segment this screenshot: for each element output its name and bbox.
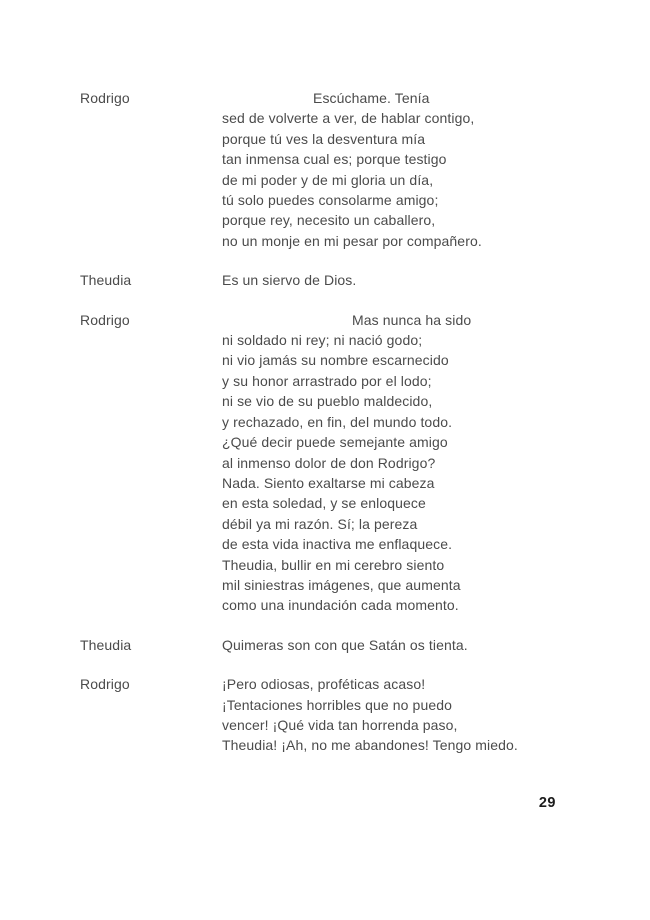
speaker-name: Theudia bbox=[80, 636, 132, 653]
speech-line: ¿Qué decir puede semejante amigo bbox=[222, 434, 448, 451]
speaker-name: Theudia bbox=[80, 272, 132, 289]
speech-line: Theudia, bullir en mi cerebro siento bbox=[222, 556, 445, 573]
speech-line: Theudia! ¡Ah, no me abandones! Tengo miedo. bbox=[222, 737, 518, 754]
speech-lines bbox=[222, 88, 590, 251]
speech-line: mil siniestras imágenes, que aumenta bbox=[222, 576, 461, 593]
speech-lines bbox=[222, 270, 590, 290]
speech-line: débil ya mi razón. Sí; la pereza bbox=[222, 515, 418, 532]
speech-line: al inmenso dolor de don Rodrigo? bbox=[222, 454, 436, 471]
speech-line: y rechazado, en fin, del mundo todo. bbox=[222, 413, 453, 430]
speech-line: ¡Pero odiosas, proféticas acaso! bbox=[222, 676, 426, 693]
speech-line: tan inmensa cual es; porque testigo bbox=[222, 151, 447, 168]
speech-line: Nada. Siento exaltarse mi cabeza bbox=[222, 474, 435, 491]
speech-line: de esta vida inactiva me enflaquece. bbox=[222, 536, 453, 553]
speech-line: Escúchame. Tenía bbox=[313, 90, 430, 106]
dialogue-blocks bbox=[80, 88, 590, 756]
speech-line: porque rey, necesito un caballero, bbox=[222, 212, 436, 229]
speaker-name: Rodrigo bbox=[80, 311, 130, 328]
dialogue-block bbox=[80, 270, 590, 290]
dialogue-block bbox=[80, 635, 590, 655]
speech-line: sed de volverte a ver, de hablar contigo, bbox=[222, 110, 475, 127]
speech-line: porque tú ves la desventura mía bbox=[222, 130, 426, 147]
speech-lines bbox=[222, 674, 590, 756]
speech-line: tú solo puedes consolarme amigo; bbox=[222, 192, 439, 209]
speech-lines bbox=[222, 635, 590, 655]
speech-line: ni vio jamás su nombre escarnecido bbox=[222, 352, 449, 369]
speech-line: como una inundación cada momento. bbox=[222, 597, 459, 614]
speech-line: ¡Tentaciones horribles que no puedo bbox=[222, 696, 452, 713]
dialogue-block bbox=[80, 88, 590, 251]
speech-line: Mas nunca ha sido bbox=[352, 311, 472, 328]
speaker-name: Rodrigo bbox=[80, 90, 130, 106]
page-number: 29 bbox=[538, 795, 556, 811]
speech-lines bbox=[222, 310, 590, 616]
speech-line: Quimeras son con que Satán os tienta. bbox=[222, 636, 468, 653]
dialogue-block bbox=[80, 674, 590, 756]
speech-line: y su honor arrastrado por el lodo; bbox=[222, 372, 432, 389]
speech-line: de mi poder y de mi gloria un día, bbox=[222, 171, 434, 188]
dialogue-block bbox=[80, 310, 590, 616]
speech-line: ni soldado ni rey; ni nació godo; bbox=[222, 332, 423, 349]
speech-line: vencer! ¡Qué vida tan horrenda paso, bbox=[222, 716, 458, 733]
speech-line: ni se vio de su pueblo maldecido, bbox=[222, 393, 433, 410]
speech-line: Es un siervo de Dios. bbox=[222, 272, 357, 289]
speech-line: no un monje en mi pesar por compañero. bbox=[222, 232, 482, 249]
speaker-name: Rodrigo bbox=[80, 676, 130, 693]
speech-line: en esta soledad, y se enloquece bbox=[222, 495, 426, 512]
